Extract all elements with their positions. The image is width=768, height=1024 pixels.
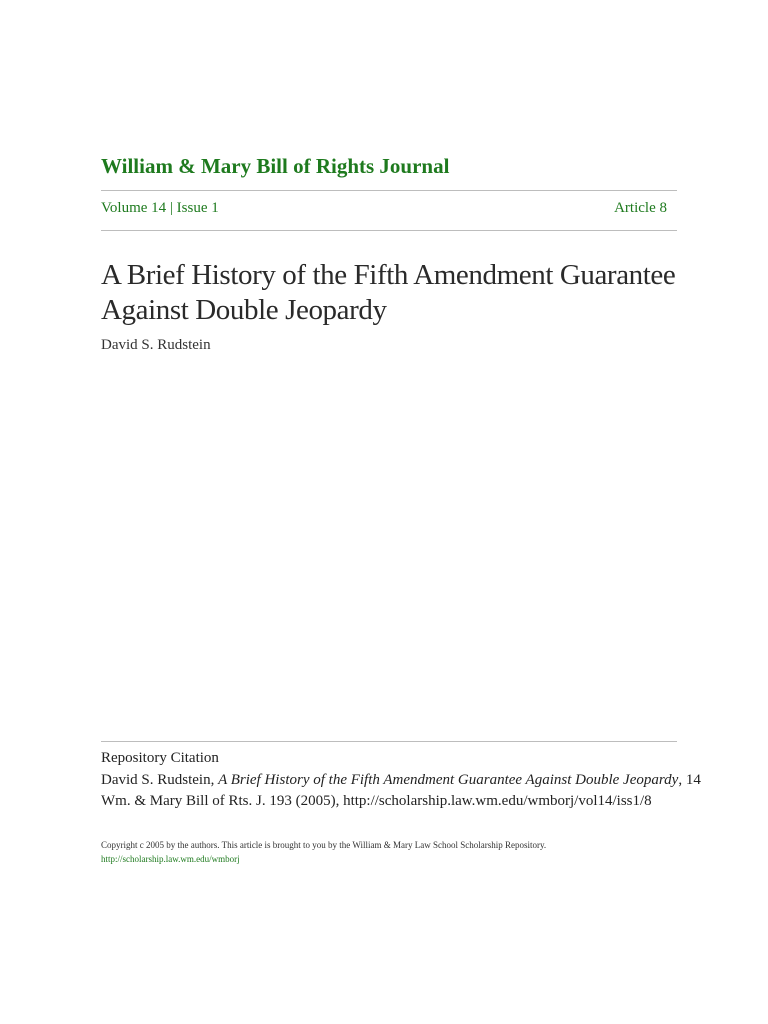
repository-citation-heading: Repository Citation <box>101 750 219 766</box>
volume-issue <box>101 200 219 217</box>
second-divider <box>101 230 677 231</box>
article-title-line-1: A Brief History of the Fifth Amendment Guarantee <box>101 259 676 291</box>
citation-title: A Brief History of the Fifth Amendment Guarantee Against Double Jeopardy <box>218 772 679 788</box>
citation-line-2: Wm. & Mary Bill of Rts. J. 193 (2005), http://scholarship.law.wm.edu/wmborj/vol14/iss1/8 <box>101 793 652 809</box>
citation-text <box>101 770 701 812</box>
citation-author: David S. Rudstein, <box>101 772 219 788</box>
article-number-link[interactable]: Article 8 <box>614 200 667 216</box>
repository-link[interactable]: http://scholarship.law.wm.edu/wmborj <box>101 854 240 864</box>
citation-divider <box>101 741 677 742</box>
issue-link[interactable]: Issue 1 <box>176 200 219 216</box>
citation-volume: , 14 <box>678 772 701 788</box>
article-title-line-2: Against Double Jeopardy <box>101 294 387 326</box>
article-title <box>101 258 701 328</box>
volume-link[interactable]: Volume 14 <box>101 200 167 216</box>
copyright-notice: Copyright c 2005 by the authors. This article is brought to you by the William & Mary Law School Scholarship Repository. <box>101 840 547 850</box>
author-name: David S. Rudstein <box>101 337 211 353</box>
top-divider <box>101 190 677 191</box>
journal-title-link[interactable]: William & Mary Bill of Rights Journal <box>101 154 450 178</box>
volume-issue-separator: | <box>166 200 177 216</box>
issue-row <box>101 200 667 217</box>
citation-line-1 <box>101 770 701 791</box>
